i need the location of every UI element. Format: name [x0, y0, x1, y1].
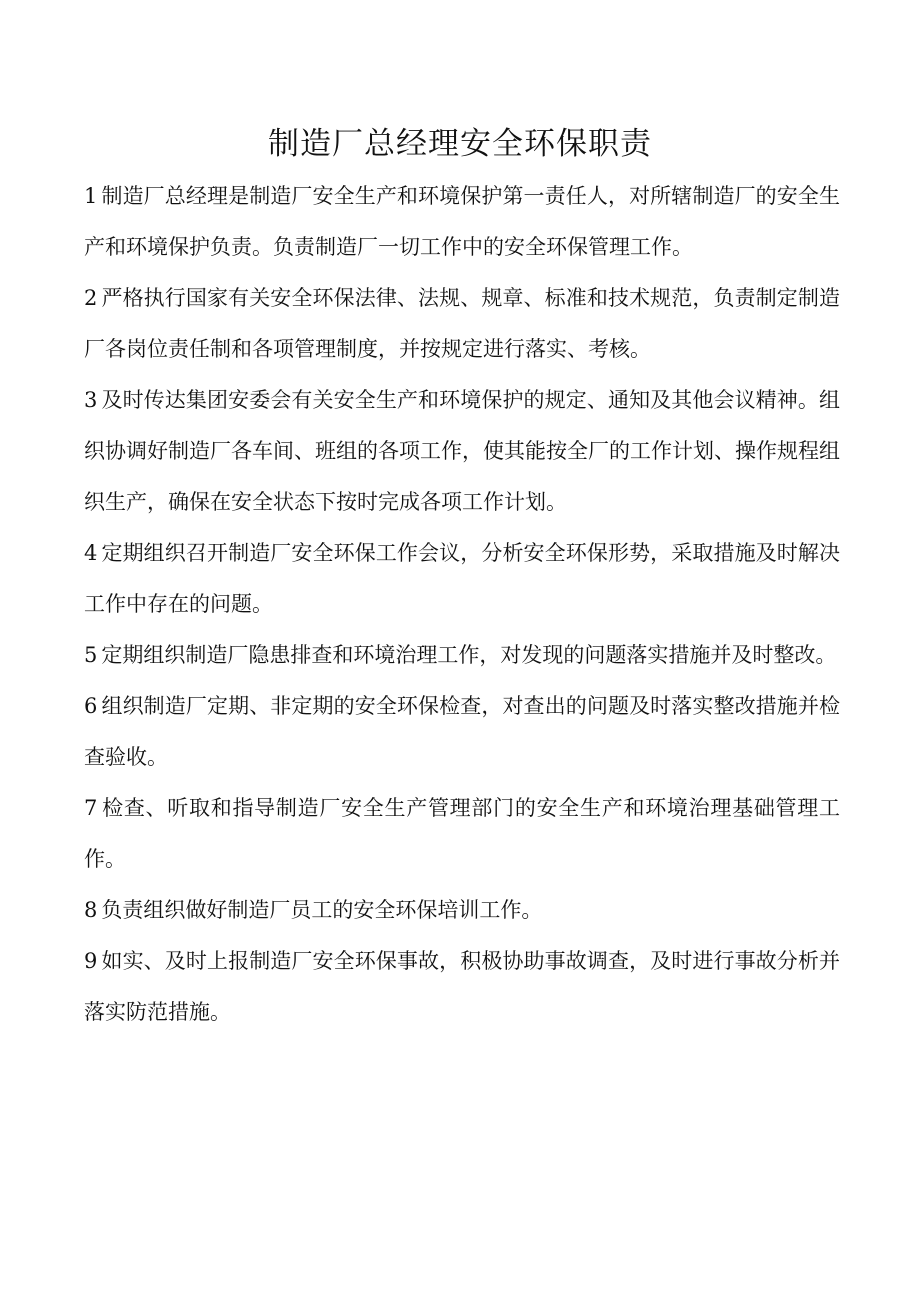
item-number: 8	[84, 898, 98, 922]
item-number: 7	[84, 796, 98, 820]
document-title: 制造厂总经理安全环保职责	[268, 126, 652, 162]
list-item	[84, 375, 840, 528]
list-item	[84, 528, 840, 630]
item-text: 制造厂总经理是制造厂安全生产和环境保护第一责任人，对所辖制造厂的安全生产和环境保护负责。负责制造厂一切工作中的安全环保管理工作。	[84, 184, 840, 259]
item-number: 2	[84, 286, 98, 310]
item-text: 及时传达集团安委会有关安全生产和环境保护的规定、通知及其他会议精神。组织协调好制造厂各车间、班组的各项工作，使其能按全厂的工作计划、操作规程组织生产，确保在安全状态下按时完成各项工作计划。	[84, 388, 840, 514]
item-text: 如实、及时上报制造厂安全环保事故，积极协助事故调查，及时进行事故分析并落实防范措施。	[84, 949, 840, 1024]
item-number: 1	[84, 184, 98, 208]
item-number: 4	[84, 541, 98, 565]
item-number: 5	[84, 643, 98, 667]
item-text: 定期组织制造厂隐患排查和环境治理工作，对发现的问题落实措施并及时整改。	[101, 643, 837, 667]
list-item	[84, 171, 840, 273]
item-number: 6	[84, 694, 98, 718]
item-text: 负责组织做好制造厂员工的安全环保培训工作。	[101, 898, 543, 922]
list-item	[84, 681, 840, 783]
item-number: 3	[84, 388, 98, 412]
item-text: 严格执行国家有关安全环保法律、法规、规章、标准和技术规范，负责制定制造厂各岗位责任制和各项管理制度，并按规定进行落实、考核。	[84, 286, 840, 361]
list-item	[84, 936, 840, 1038]
list-item	[84, 630, 840, 681]
responsibility-list	[84, 171, 840, 1038]
list-item	[84, 885, 840, 936]
list-item	[84, 783, 840, 885]
item-number: 9	[84, 949, 98, 973]
list-item	[84, 273, 840, 375]
item-text: 检查、听取和指导制造厂安全生产管理部门的安全生产和环境治理基础管理工作。	[84, 796, 840, 871]
item-text: 定期组织召开制造厂安全环保工作会议，分析安全环保形势，采取措施及时解决工作中存在的问题。	[84, 541, 840, 616]
item-text: 组织制造厂定期、非定期的安全环保检查，对查出的问题及时落实整改措施并检查验收。	[84, 694, 840, 769]
